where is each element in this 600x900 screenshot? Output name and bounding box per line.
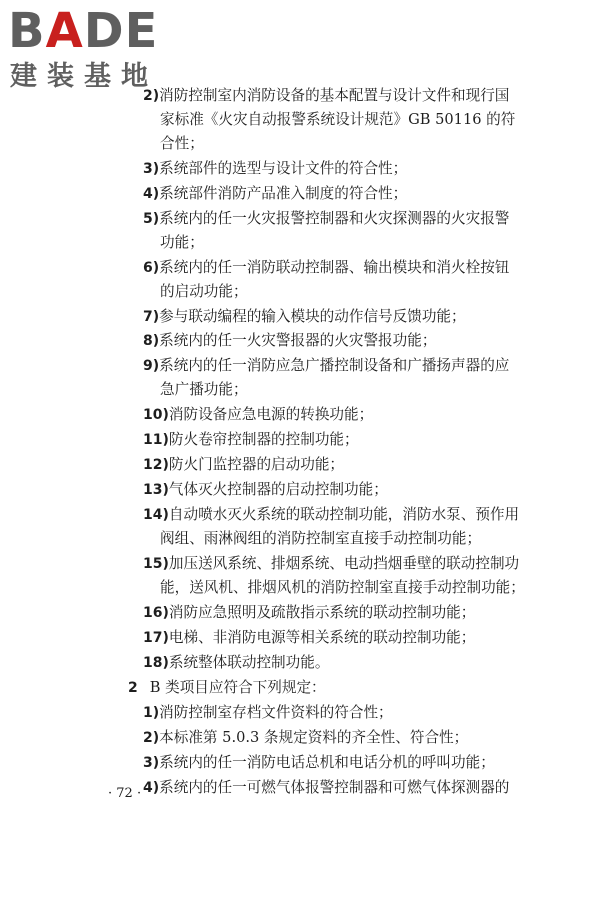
list-item: 1)消防控制室存档文件资料的符合性； [143,704,393,721]
list-item: 16)消防应急照明及疏散指示系统的联动控制功能； [143,604,476,621]
list-item: 10)消防设备应急电源的转换功能； [143,406,374,423]
list-item-continuation: 的启动功能； [160,283,248,300]
list-item-continuation: 阀组、雨淋阀组的消防控制室直接手动控制功能； [160,530,482,547]
list-item: 2)本标准第 5.0.3 条规定资料的齐全性、符合性； [143,729,469,746]
list-item: 5)系统内的任一火灾报警控制器和火灾探测器的火灾报警 [143,210,510,227]
list-item: 12)防火门监控器的启动功能； [143,456,345,473]
list-item: 3)系统内的任一消防电话总机和电话分机的呼叫功能； [143,754,495,771]
list-item: 18)系统整体联动控制功能。 [143,654,330,671]
list-item: 4)系统内的任一可燃气体报警控制器和可燃气体探测器的 [143,779,510,796]
list-item: 13)气体灭火控制器的启动控制功能； [143,481,388,498]
clause-heading: 2 B 类项目应符合下列规定： [128,679,326,696]
list-item: 11)防火卷帘控制器的控制功能； [143,431,359,448]
list-item: 9)系统内的任一消防应急广播控制设备和广播扬声器的应 [143,357,510,374]
list-item: 4)系统部件消防产品准入制度的符合性； [143,185,408,202]
list-item: 7)参与联动编程的输入模块的动作信号反馈功能； [143,308,466,325]
logo-chinese-name: 建装基地 [10,61,158,92]
list-item-continuation: 急广播功能； [160,381,248,398]
list-item-continuation: 合性； [160,135,204,152]
page-number: · 72 · [108,786,142,801]
list-item: 15)加压送风系统、排烟系统、电动挡烟垂壁的联动控制功 [143,555,520,572]
logo-wordmark: BADE [8,3,159,59]
list-item: 3)系统部件的选型与设计文件的符合性； [143,160,408,177]
list-item: 14)自动喷水灭火系统的联动控制功能，消防水泵、预作用 [143,506,520,523]
list-item-continuation: 功能； [160,234,204,251]
list-item: 17)电梯、非消防电源等相关系统的联动控制功能； [143,629,476,646]
list-item-continuation: 家标准《火灾自动报警系统设计规范》GB 50116 的符 [160,111,516,128]
list-item: 8)系统内的任一火灾警报器的火灾警报功能； [143,332,437,349]
bade-logo [8,3,178,92]
list-item-continuation: 能，送风机、排烟风机的消防控制室直接手动控制功能； [160,579,525,596]
list-item: 6)系统内的任一消防联动控制器、输出模块和消火栓按钮 [143,259,510,276]
list-item: 2)消防控制室内消防设备的基本配置与设计文件和现行国 [143,87,510,104]
